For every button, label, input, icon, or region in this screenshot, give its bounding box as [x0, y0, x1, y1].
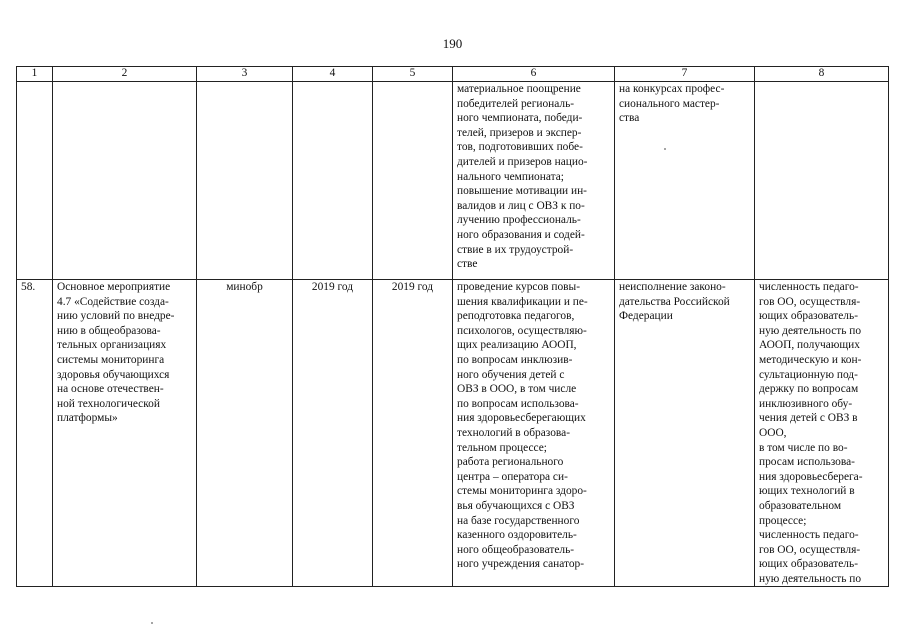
- table-row: [17, 280, 889, 587]
- indicator-cell: [755, 82, 889, 280]
- expected-result-cell: материальное поощрение победителей региональ- ного чемпионата, победи- телей, призеров и экспер- тов, подготовивших побе- дителей и призеров нацио- нального чемпионата; повышение мотивации ин- валидов и лиц с ОВЗ к по- лучению профессиональ- ного образования и содей- ствие в их трудоустрой- стве: [453, 82, 615, 280]
- scan-artifact: [664, 148, 666, 150]
- measure-name-cell: [53, 82, 197, 280]
- end-date-cell: 2019 год: [373, 280, 453, 587]
- measure-name-cell: Основное мероприятие 4.7 «Содействие созда- нию условий по внедре- нию в общеобразова- тельных организациях системы мониторинга здоровья обучающихся на основе отечествен- ной технологической платформы»: [53, 280, 197, 587]
- column-header: 6: [453, 67, 615, 82]
- row-number-cell: 58.: [17, 280, 53, 587]
- measures-table: [16, 66, 889, 587]
- executor-cell: минобр: [197, 280, 293, 587]
- column-header: 1: [17, 67, 53, 82]
- executor-cell: [197, 82, 293, 280]
- column-number-row: [17, 67, 889, 82]
- end-date-cell: [373, 82, 453, 280]
- page-number: 190: [442, 36, 463, 51]
- column-header: 8: [755, 67, 889, 82]
- column-header: 4: [293, 67, 373, 82]
- indicator-cell: численность педаго- гов ОО, осуществля- ющих образователь- ную деятельность по АООП, получающих методическую и кон- сультационную под- держку по вопросам инклюзивного обу- чения детей с ОВЗ в ООО, в том числе по во- просам использова- ния здоровьесберега- ющих технологий в образовательном процессе; численность педаго- гов ОО, осуществля- ющих образователь- ную деятельность по: [755, 280, 889, 587]
- column-header: 2: [53, 67, 197, 82]
- table-row: [17, 82, 889, 280]
- start-date-cell: 2019 год: [293, 280, 373, 587]
- consequences-cell: неисполнение законо- дательства Российской Федерации: [615, 280, 755, 587]
- column-header: 3: [197, 67, 293, 82]
- start-date-cell: [293, 82, 373, 280]
- consequences-cell: на конкурсах профес- сионального мастер- ства: [615, 82, 755, 280]
- expected-result-cell: проведение курсов повы- шения квалификации и пе- реподготовка педагогов, психологов, осуществляю- щих реализацию АООП, по вопросам инклюзив- ного обучения детей с ОВЗ в ООО, в том числе по вопросам использова- ния здоровьесберегающих технологий в образова- тельном процессе; работа регионального центра – оператора си- стемы мониторинга здоро- вья обучающихся с ОВЗ на базе государственного казенного оздоровитель- ного общеобразователь- ного учреждения санатор-: [453, 280, 615, 587]
- column-header: 7: [615, 67, 755, 82]
- row-number-cell: [17, 82, 53, 280]
- scan-artifact: [151, 622, 153, 624]
- column-header: 5: [373, 67, 453, 82]
